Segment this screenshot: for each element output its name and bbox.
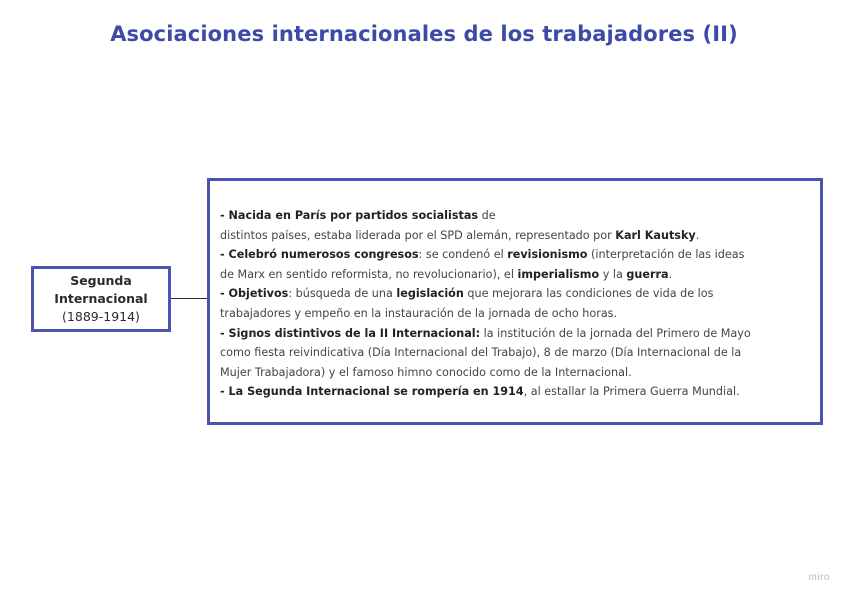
- detail-line: [220, 343, 810, 363]
- detail-line: [220, 324, 810, 344]
- detail-text: como fiesta reivindicativa (Día Internacional del Trabajo), 8 de marzo (Día Internacional de la: [220, 346, 742, 360]
- detail-line: [220, 265, 810, 285]
- detail-text: .: [695, 228, 700, 242]
- detail-line: [220, 284, 810, 304]
- detail-text: que mejorara las condiciones de vida de los: [463, 287, 714, 301]
- detail-bold: revisionismo: [507, 248, 588, 262]
- detail-line: [220, 226, 810, 246]
- detail-line: [220, 304, 810, 324]
- detail-bold: guerra: [626, 267, 669, 281]
- detail-text: : búsqueda de una: [288, 287, 397, 301]
- detail-bold: - Celebró numerosos congresos: [220, 248, 419, 262]
- miro-logo: miro: [808, 572, 830, 583]
- detail-text: : se condenó el: [418, 248, 508, 262]
- detail-bold: - Nacida en París por partidos socialistas: [220, 209, 479, 222]
- detail-bold: Karl Kautsky: [615, 228, 696, 242]
- detail-text: .: [668, 267, 673, 281]
- detail-bold: imperialismo: [517, 267, 600, 281]
- node-segunda-internacional[interactable]: [31, 266, 171, 332]
- detail-text: , al estallar la Primera Guerra Mundial.: [523, 385, 740, 399]
- detail-text: trabajadores y empeño en la instauración de la jornada de ocho horas.: [220, 306, 618, 320]
- detail-bold: legislación: [396, 287, 464, 301]
- detail-text: y la: [599, 267, 627, 281]
- detail-line: [220, 245, 810, 265]
- connector-line: [171, 298, 208, 299]
- node-line-3: (1889-1914): [62, 309, 140, 324]
- node-line-2: Internacional: [54, 291, 148, 306]
- node-line-1: Segunda: [70, 273, 132, 288]
- detail-text: de Marx en sentido reformista, no revolucionario), el: [220, 267, 518, 281]
- detail-bold: - La Segunda Internacional se rompería en 1914: [220, 385, 524, 399]
- detail-line: [220, 206, 810, 226]
- detail-line: [220, 363, 810, 383]
- detail-text: de: [478, 209, 496, 222]
- detail-bold: - Signos distintivos de la II Internacional:: [220, 326, 481, 340]
- detail-text: (interpretación de las ideas: [587, 248, 745, 262]
- detail-text: Mujer Trabajadora) y el famoso himno conocido como de la Internacional.: [220, 365, 632, 379]
- page-title: Asociaciones internacionales de los trabajadores (II): [110, 22, 738, 46]
- detail-text: la institución de la jornada del Primero de Mayo: [480, 326, 751, 340]
- detail-box[interactable]: [207, 178, 823, 425]
- detail-bold: - Objetivos: [220, 287, 289, 301]
- detail-text: distintos países, estaba liderada por el SPD alemán, representado por: [220, 228, 616, 242]
- detail-line: [220, 382, 810, 402]
